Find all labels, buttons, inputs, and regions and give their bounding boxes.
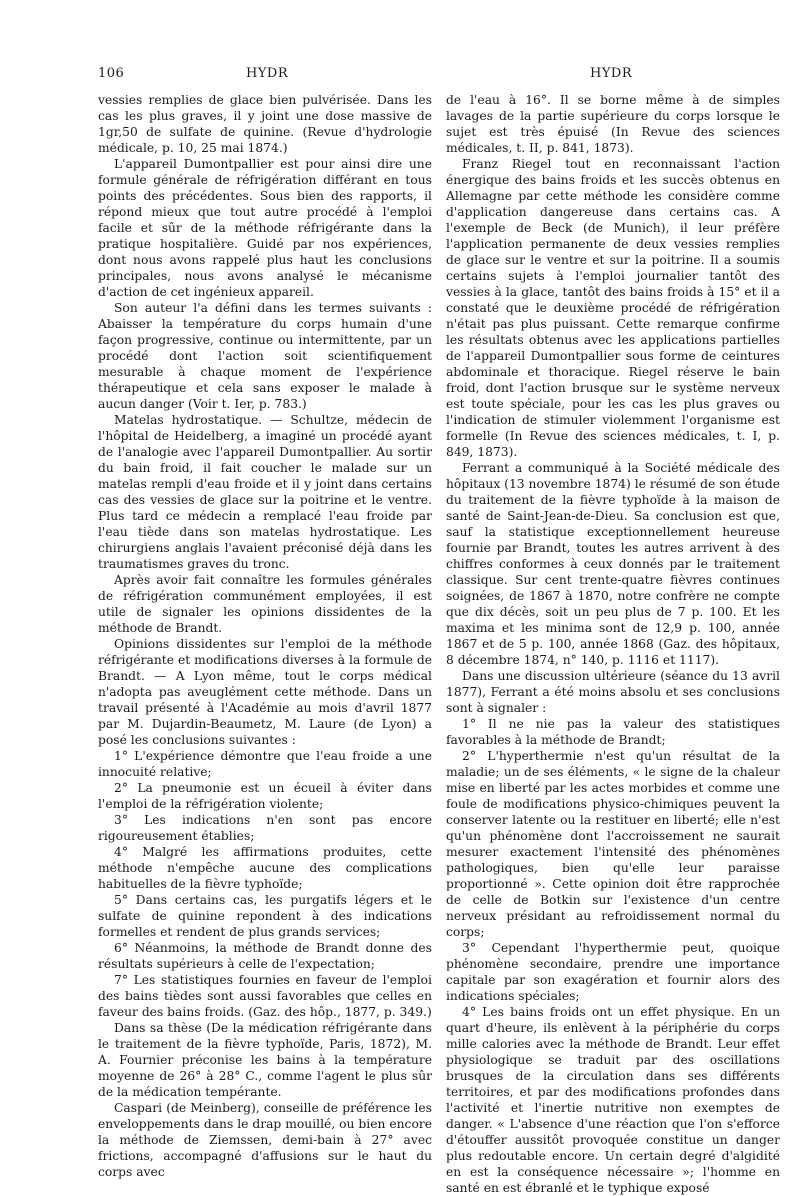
paragraph: vessies remplies de glace bien pulvérisée. Dans les cas les plus graves, il y joint une dose massive de 1gr,50 de sulfate de quinine. (Revue d'hydrologie médicale, p. 10, 25 mai 1874.) xyxy=(98,93,432,155)
paragraph: Après avoir fait connaître les formules générales de réfrigération communément employées, il est utile de signaler les opinions dissidentes de la méthode de Brandt. xyxy=(98,573,432,635)
running-head-right: HYDR xyxy=(590,66,633,81)
paragraph: Ferrant a communiqué à la Société médicale des hôpitaux (13 novembre 1874) le résumé de son étude du traitement de la fièvre typhoïde à la maison de santé de Saint-Jean-de-Dieu. Sa conclusion est que, sauf la statistique exceptionnellement heureuse fournie par Brandt, toutes les autres arrivent à des chiffres conformes à ceux donnés par le traitement classique. Sur cent trente-quatre fièvres continues soignées, de 1867 à 1870, notre confrère ne compte que dix décès, soit un peu plus de 7 p. 100. Et les maxima et les minima sont de 12,9 p. 100, année 1867 et de 5 p. 100, année 1868 (Gaz. des hôpitaux, 8 décembre 1874, n° 140, p. 1116 et 1117). xyxy=(446,461,780,667)
paragraph: Son auteur l'a défini dans les termes suivants : Abaisser la température du corps humain d'une façon progressive, continue ou intermittente, par un procédé dont l'action soit scientifiquement mesurable à chaque moment de l'expérience thérapeutique et cela sans exposer le malade à aucun danger (Voir t. Ier, p. 783.) xyxy=(98,301,432,411)
paragraph: 3° Les indications n'en sont pas encore rigoureusement établies; xyxy=(98,813,432,843)
paragraph: 1° L'expérience démontre que l'eau froide a une innocuité relative; xyxy=(98,749,432,779)
paragraph: Caspari (de Meinberg), conseille de préférence les enveloppements dans le drap mouillé, ou bien encore la méthode de Ziemssen, demi-bain à 27° avec frictions, accompagné d'affusions sur le haut du corps avec xyxy=(98,1101,432,1179)
paragraph: Dans une discussion ultérieure (séance du 13 avril 1877), Ferrant a été moins absolu et ses conclusions sont à signaler : xyxy=(446,669,780,715)
paragraph: L'appareil Dumontpallier est pour ainsi dire une formule générale de réfrigération différant en tous points des précédentes. Sous bien des rapports, il répond mieux que tout autre procédé à l'emploi facile et sûr de la méthode réfrigérante dans la pratique hospitalière. Guidé par nos expériences, dont nous avons rappelé plus haut les conclusions principales, nous avons analysé le mécanisme d'action de cet ingénieux appareil. xyxy=(98,157,432,299)
page-number: 106 xyxy=(98,66,125,81)
paragraph: Opinions dissidentes sur l'emploi de la méthode réfrigérante et modifications diverses à la formule de Brandt. — A Lyon même, tout le corps médical n'adopta pas aveuglément cette méthode. Dans un travail présenté à l'Académie au mois d'avril 1877 par M. Dujardin-Beaumetz, M. Laure (de Lyon) a posé les conclusions suivantes : xyxy=(98,637,432,747)
running-head-left: HYDR xyxy=(246,66,289,81)
paragraph: 4° Les bains froids ont un effet physique. En un quart d'heure, ils enlèvent à la périphérie du corps mille calories avec la méthode de Brandt. Leur effet physiologique se traduit par des oscillations brusques de la circulation dans ses différents territoires, et par des modifications profondes dans l'activité et l'inertie nutritive non exemptes de danger. « L'absence d'une réaction que l'on s'efforce d'étouffer aussitôt provoquée constitue un danger plus redoutable encore. Un certain degré d'algidité en est la conséquence nécessaire »; l'homme en santé en est ébranlé et le typhique exposé xyxy=(446,1005,780,1195)
paragraph: 2° L'hyperthermie n'est qu'un résultat de la maladie; un de ses éléments, « le signe de la chaleur mise en liberté par les actes morbides et comme une foule de modifications physico-chimiques peuvent la conserver latente ou la restituer en liberté; elle n'est qu'un phénomène dont l'accroissement ne saurait mesurer exactement l'intensité des phénomènes pathologiques, bien qu'elle leur paraisse proportionné ». Cette opinion doit être rapprochée de celle de Botkin sur l'existence d'un centre nerveux présidant au refroidissement normal du corps; xyxy=(446,749,780,939)
page-header xyxy=(98,66,778,86)
paragraph: Franz Riegel tout en reconnaissant l'action énergique des bains froids et les succès obtenus en Allemagne par cette méthode les considère comme d'application dangereuse dans certains cas. A l'exemple de Beck (de Munich), il leur préfère l'application permanente de deux vessies remplies de glace sur le ventre et sur la poitrine. Il a soumis certains sujets à l'emploi journalier tantôt des vessies à la glace, tantôt des bains froids à 15° et il a constaté que le deuxième procédé de réfrigération n'était pas plus puissant. Cette remarque confirme les résultats obtenus avec les applications partielles de l'appareil Dumontpallier sous forme de ceintures abdominale et thoracique. Riegel réserve le bain froid, dont l'action brusque sur le système nerveux est toute spéciale, pour les cas les plus graves ou l'indication de stimuler violemment l'organisme est formelle (In Revue des sciences médicales, t. I, p. 849, 1873). xyxy=(446,157,780,459)
paragraph: 5° Dans certains cas, les purgatifs légers et le sulfate de quinine repondent à des indications formelles et rendent de plus grands services; xyxy=(98,893,432,939)
right-column xyxy=(446,92,780,1196)
paragraph: 7° Les statistiques fournies en faveur de l'emploi des bains tièdes sont aussi favorables que celles en faveur des bains froids. (Gaz. des hôp., 1877, p. 349.) xyxy=(98,973,432,1019)
left-column xyxy=(98,92,432,1180)
paragraph: 1° Il ne nie pas la valeur des statistiques favorables à la méthode de Brandt; xyxy=(446,717,780,747)
paragraph: 3° Cependant l'hyperthermie peut, quoique phénomène secondaire, prendre une importance capitale par son exagération et fournir alors des indications spéciales; xyxy=(446,941,780,1003)
paragraph: 6° Néanmoins, la méthode de Brandt donne des résultats supérieurs à celle de l'expectation; xyxy=(98,941,432,971)
paragraph: Dans sa thèse (De la médication réfrigérante dans le traitement de la fièvre typhoïde, Paris, 1872), M. A. Fournier préconise les bains à la température moyenne de 26° à 28° C., comme l'agent le plus sûr de la médication tempérante. xyxy=(98,1021,432,1099)
paragraph: 4° Malgré les affirmations produites, cette méthode n'empêche aucune des complications habituelles de la fièvre typhoïde; xyxy=(98,845,432,891)
paragraph: de l'eau à 16°. Il se borne même à de simples lavages de la partie supérieure du corps lorsque le sujet est très épuisé (In Revue des sciences médicales, t. II, p. 841, 1873). xyxy=(446,93,780,155)
paragraph: Matelas hydrostatique. — Schultze, médecin de l'hôpital de Heidelberg, a imaginé un procédé ayant de l'analogie avec l'appareil Dumontpallier. Au sortir du bain froid, il fait coucher le malade sur un matelas rempli d'eau froide et il y joint dans certains cas des vessies de glace sur la poitrine et le ventre. Plus tard ce médecin a remplacé l'eau froide par l'eau tiède dans son matelas hydrostatique. Les chirurgiens anglais l'avaient préconisé déjà dans les traumatismes graves du tronc. xyxy=(98,413,432,571)
paragraph: 2° La pneumonie est un écueil à éviter dans l'emploi de la réfrigération violente; xyxy=(98,781,432,811)
